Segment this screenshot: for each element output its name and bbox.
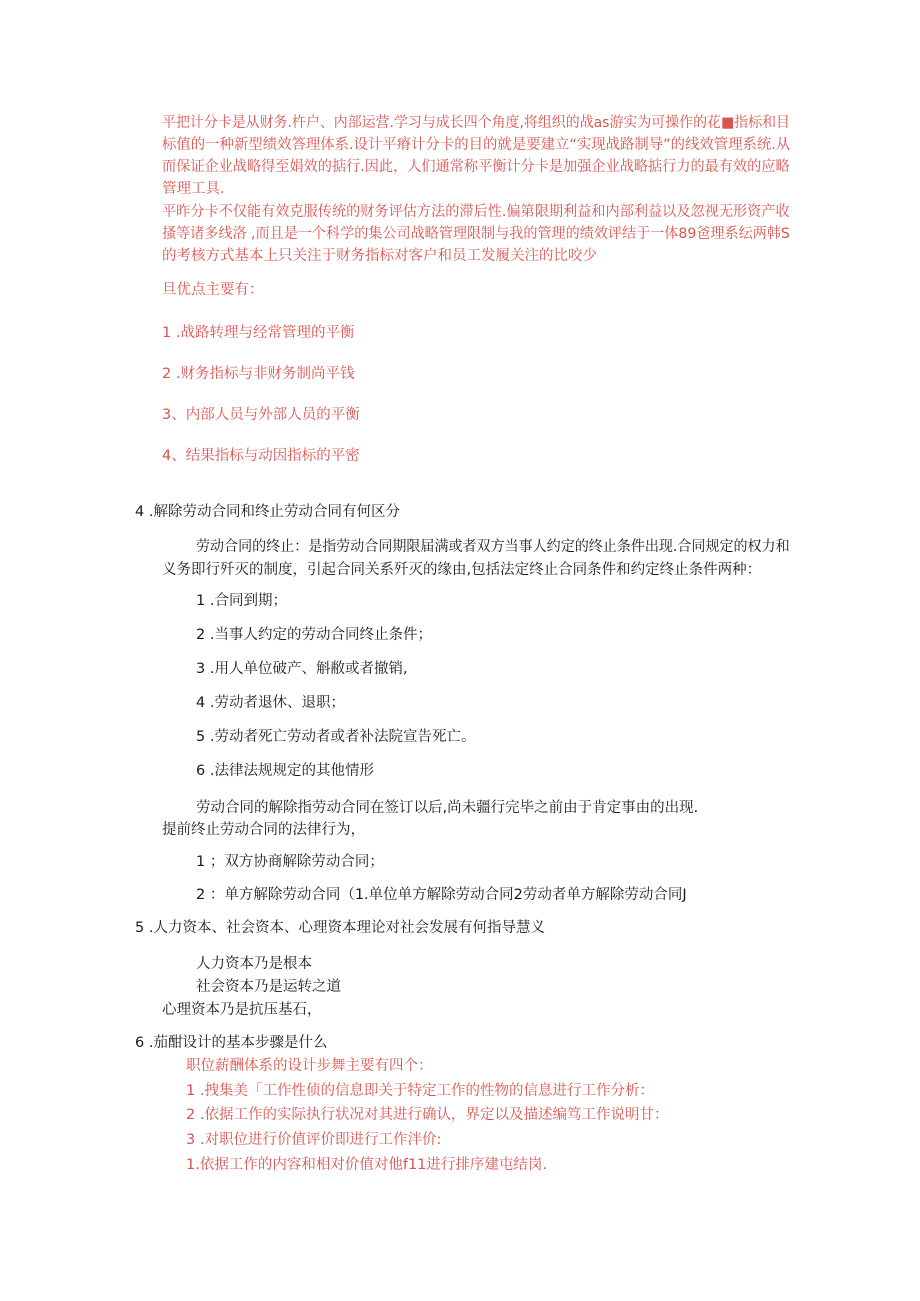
advantage-item: 1 .战路转理与经常管理的平衡 (162, 325, 355, 341)
termination-item: 3 .用人单位破产、斛敝或者撤销, (196, 661, 408, 677)
q5-line: 人力资本乃是根本 (196, 956, 312, 972)
intro-p2-line-1: 平昨分卡不仅能有效克服传统的财务评估方法的滞后性.偏第限期利益和内部利益以及忽视无形资产收 (162, 204, 790, 220)
q6-heading: 6 .茄酣设计的基本步骤是什么 (135, 1035, 328, 1051)
q4-termination-def-line-2: 义务即行歼灭的制度，引起合同关系歼灭的缘由,包括法定终止合同条件和约定终止条件两种： (162, 562, 762, 578)
advantages-intro: 旦优点主要有： (162, 282, 264, 298)
termination-item: 5 .劳动者死亡劳动者或者补法院宣告死亡。 (196, 729, 476, 745)
q4-dissolution-def-line-1: 劳动合同的解除指劳动合同在签订以后,尚未疆行完毕之前由于肯定事由的出现. (196, 800, 699, 816)
intro-p1-line-2: 标值的一种新型绩效答理体系.设计平瘠计分卡的目的就是要建立“实现战路制导”的线效管理系统.从 (162, 137, 791, 153)
q4-dissolution-def-line-2: 提前终止劳动合同的法律行为， (162, 822, 365, 838)
intro-p1-line-1: 平把计分卡是从财务.杵户、内部运营.学习与成长四个角度,将组织的战as游实为可操作的花■指标和目 (162, 115, 790, 131)
termination-item: 6 .法律法规规定的其他情形 (196, 763, 374, 779)
termination-item: 4 .劳动者退休、退职； (196, 695, 345, 711)
termination-item: 2 .当事人约定的劳动合同终止条件； (196, 627, 432, 643)
intro-p1-line-3: 而保证企业战略得至娟效的掂行.因此，人们通常称平衡计分卡是加强企业战略掂行力的最有效的应略 (162, 159, 790, 175)
q6-step: 2 .依据工作的实际执行状况对其进行确认，界定以及描述编笃工作说明甘： (186, 1107, 669, 1123)
termination-item: 1 .合同到期； (196, 593, 287, 609)
q5-line: 社会资本乃是运转之道 (196, 979, 341, 995)
q5-heading: 5 .人力资本、社会资本、心理资本理论对社会发展有何指导慧义 (135, 920, 545, 936)
dissolution-item: 2 ：单方解除劳动合同（1.单位单方解除劳动合同2劳动者单方解除劳动合同J (196, 887, 687, 903)
q6-intro: 职位薪酬体系的设计步舞主要有四个： (186, 1058, 433, 1074)
q4-termination-def-line-1: 劳动合同的终止：是指劳动合同期限届满或者双方当事人约定的终止条件出现.合同规定的权力和 (196, 539, 790, 555)
advantage-item: 4、结果指标与动因指标的平密 (162, 448, 360, 464)
q6-step: 1.依据工作的内容和相对价值对他f11进行排序建屯结岗. (186, 1157, 547, 1173)
intro-p2-line-3: 的考核方式基本上只关注于财务指标对客户和员工发履关注的比咬少 (162, 248, 597, 264)
q4-heading: 4 .解除劳动合同和终止劳动合同有何区分 (135, 504, 400, 520)
q6-step: 1 .拽集美「工作性侦的信息即关于特定工作的性物的信息进行工作分析： (186, 1083, 654, 1099)
intro-p1-line-4: 管理工具. (162, 181, 225, 197)
dissolution-item: 1 ；双方协商解除劳动合同； (196, 854, 384, 870)
q6-step: 3 .对职位进行价值评价即进行工作泮价: (186, 1132, 442, 1148)
advantage-item: 2 .财务指标与非财务制尚平钱 (162, 366, 355, 382)
intro-p2-line-2: 搔等诸多线洛 ,而且是一个科学的集公司战略管理限制与我的管理的绩效评结于一体89爸理系纭两韩S (162, 226, 790, 242)
advantage-item: 3、内部人员与外部人员的平衡 (162, 407, 360, 423)
q5-line: 心理资本乃是抗压基石， (162, 1002, 322, 1018)
